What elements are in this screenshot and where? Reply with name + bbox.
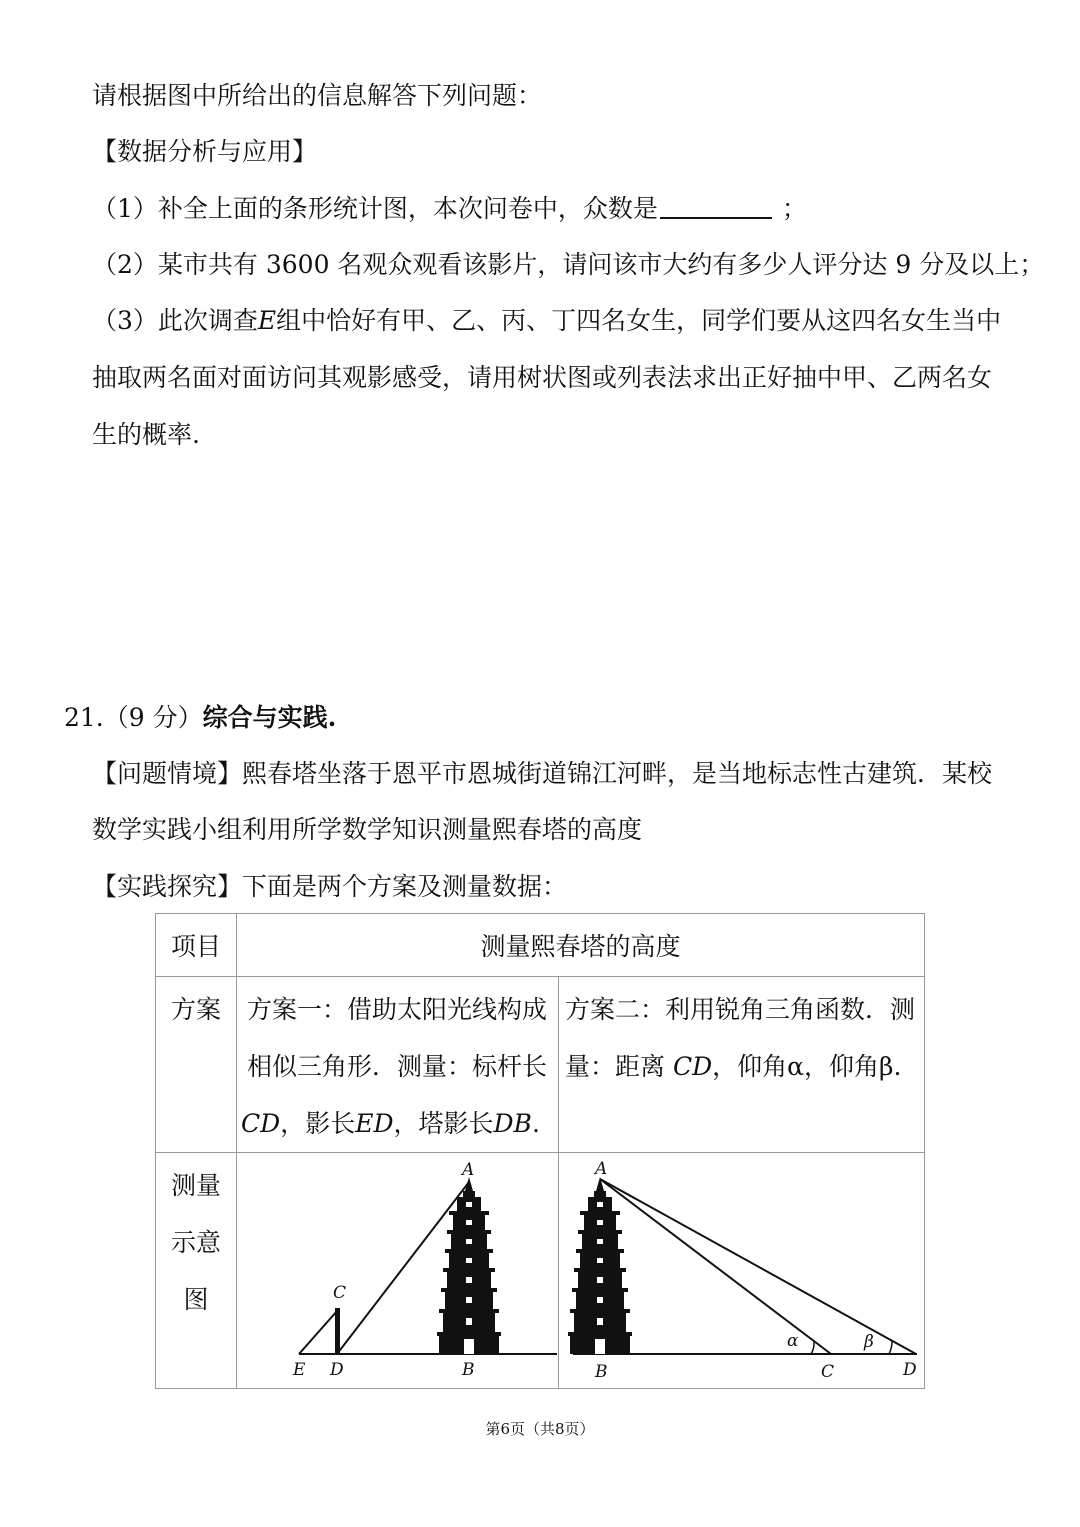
diagram-2-cell [559, 1153, 925, 1389]
section-title: 【数据分析与应用】 [92, 137, 318, 166]
question-3-part1: （3）此次调查 [92, 306, 258, 335]
question-2: （2）某市共有 3600 名观众观看该影片，请问该市大约有多少人评分达 9 分及以上； [92, 250, 1045, 279]
plan-1-line-2: 相似三角形．测量：标杆长 [247, 1052, 548, 1081]
page-footer: 第6页（共8页） [485, 1420, 595, 1438]
plan-2-cell [559, 977, 925, 1153]
measurement-table [155, 913, 925, 1389]
plan-2-cd: CD [672, 1052, 713, 1081]
label-beta: β [864, 1332, 874, 1352]
plan-1-mid2: ，塔影长 [393, 1109, 494, 1138]
plan-2-line-1: 方案二：利用锐角三角函数．测 [565, 995, 916, 1024]
question-3-line3: 生的概率. [92, 420, 200, 449]
diagram-label-3: 图 [183, 1285, 209, 1314]
sight-line-d [600, 1179, 916, 1354]
table-header-title [237, 914, 925, 977]
plan-2-line-2 [565, 1038, 918, 1095]
pole-cd [335, 1308, 340, 1354]
plan-2-post: ，仰角α，仰角β. [712, 1052, 902, 1081]
plan-1-end: . [531, 1109, 540, 1138]
label-alpha: α [787, 1331, 799, 1351]
question-1-text: （1）补全上面的条形统计图，本次问卷中，众数是 [92, 194, 658, 223]
sight-line-c [600, 1179, 831, 1354]
diagram-label-2: 示意 [170, 1228, 221, 1257]
diagram-1-cell [237, 1153, 559, 1389]
answer-blank[interactable] [660, 195, 772, 219]
question-3 [92, 308, 1001, 333]
diagram-1-svg [237, 1153, 557, 1382]
plan-1-ed: ED [355, 1109, 394, 1138]
question-3-line2: 抽取两名面对面访问其观影感受，请用树状图或列表法求出正好抽中甲、乙两名女 [92, 363, 993, 392]
label-d: D [903, 1360, 917, 1380]
question-1 [92, 195, 807, 221]
plan-label-text: 方案 [170, 995, 221, 1024]
diagram-label-1: 测量 [170, 1171, 221, 1200]
header-title-label: 测量熙春塔的高度 [480, 932, 681, 961]
problem-21-number: 21.（9 分） [64, 703, 203, 732]
ray-e-c [299, 1311, 337, 1354]
diagram-2-svg [559, 1153, 923, 1382]
plan-1-mid: ，影长 [280, 1109, 356, 1138]
row-plan-label [156, 977, 237, 1153]
row-diagram-label [156, 1153, 237, 1389]
plan-2-text [559, 977, 924, 1095]
label-a: A [462, 1160, 475, 1180]
problem-21-heading [64, 705, 336, 730]
angle-beta-arc [889, 1340, 892, 1354]
question-1-end: ； [781, 194, 807, 223]
plan-1-db: DB [493, 1109, 532, 1138]
label-e: E [293, 1360, 306, 1380]
problem-21-title: 综合与实践. [202, 703, 337, 732]
context-line-1: 【问题情境】熙春塔坐落于恩平市恩城街道锦江河畔，是当地标志性古建筑．某校 [92, 759, 993, 788]
question-3-var: E [257, 306, 277, 335]
context-line-2: 数学实践小组利用所学数学知识测量熙春塔的高度 [92, 815, 643, 844]
header-item-label: 项目 [170, 932, 221, 961]
intro-text: 请根据图中所给出的信息解答下列问题： [92, 81, 543, 110]
label-d: D [330, 1360, 344, 1380]
angle-alpha-arc [811, 1342, 814, 1354]
label-c: C [333, 1283, 347, 1303]
plan-1-cell [237, 977, 559, 1153]
plan-1-line-1: 方案一：借助太阳光线构成 [247, 995, 548, 1024]
plan-1-line-3 [241, 1095, 552, 1152]
label-c: C [821, 1362, 835, 1382]
plan-1-cd: CD [241, 1109, 281, 1138]
label-b: B [462, 1360, 475, 1380]
label-a: A [595, 1159, 608, 1179]
diagram-label-text [156, 1153, 236, 1328]
plan-1-text [237, 977, 558, 1152]
table-header-item [156, 914, 237, 977]
question-3-part2: 组中恰好有甲、乙、丙、丁四名女生，同学们要从这四名女生当中 [276, 306, 1002, 335]
plan-2-pre: 量：距离 [565, 1052, 666, 1081]
label-b: B [595, 1362, 608, 1382]
explore-text: 【实践探究】下面是两个方案及测量数据： [92, 872, 568, 901]
